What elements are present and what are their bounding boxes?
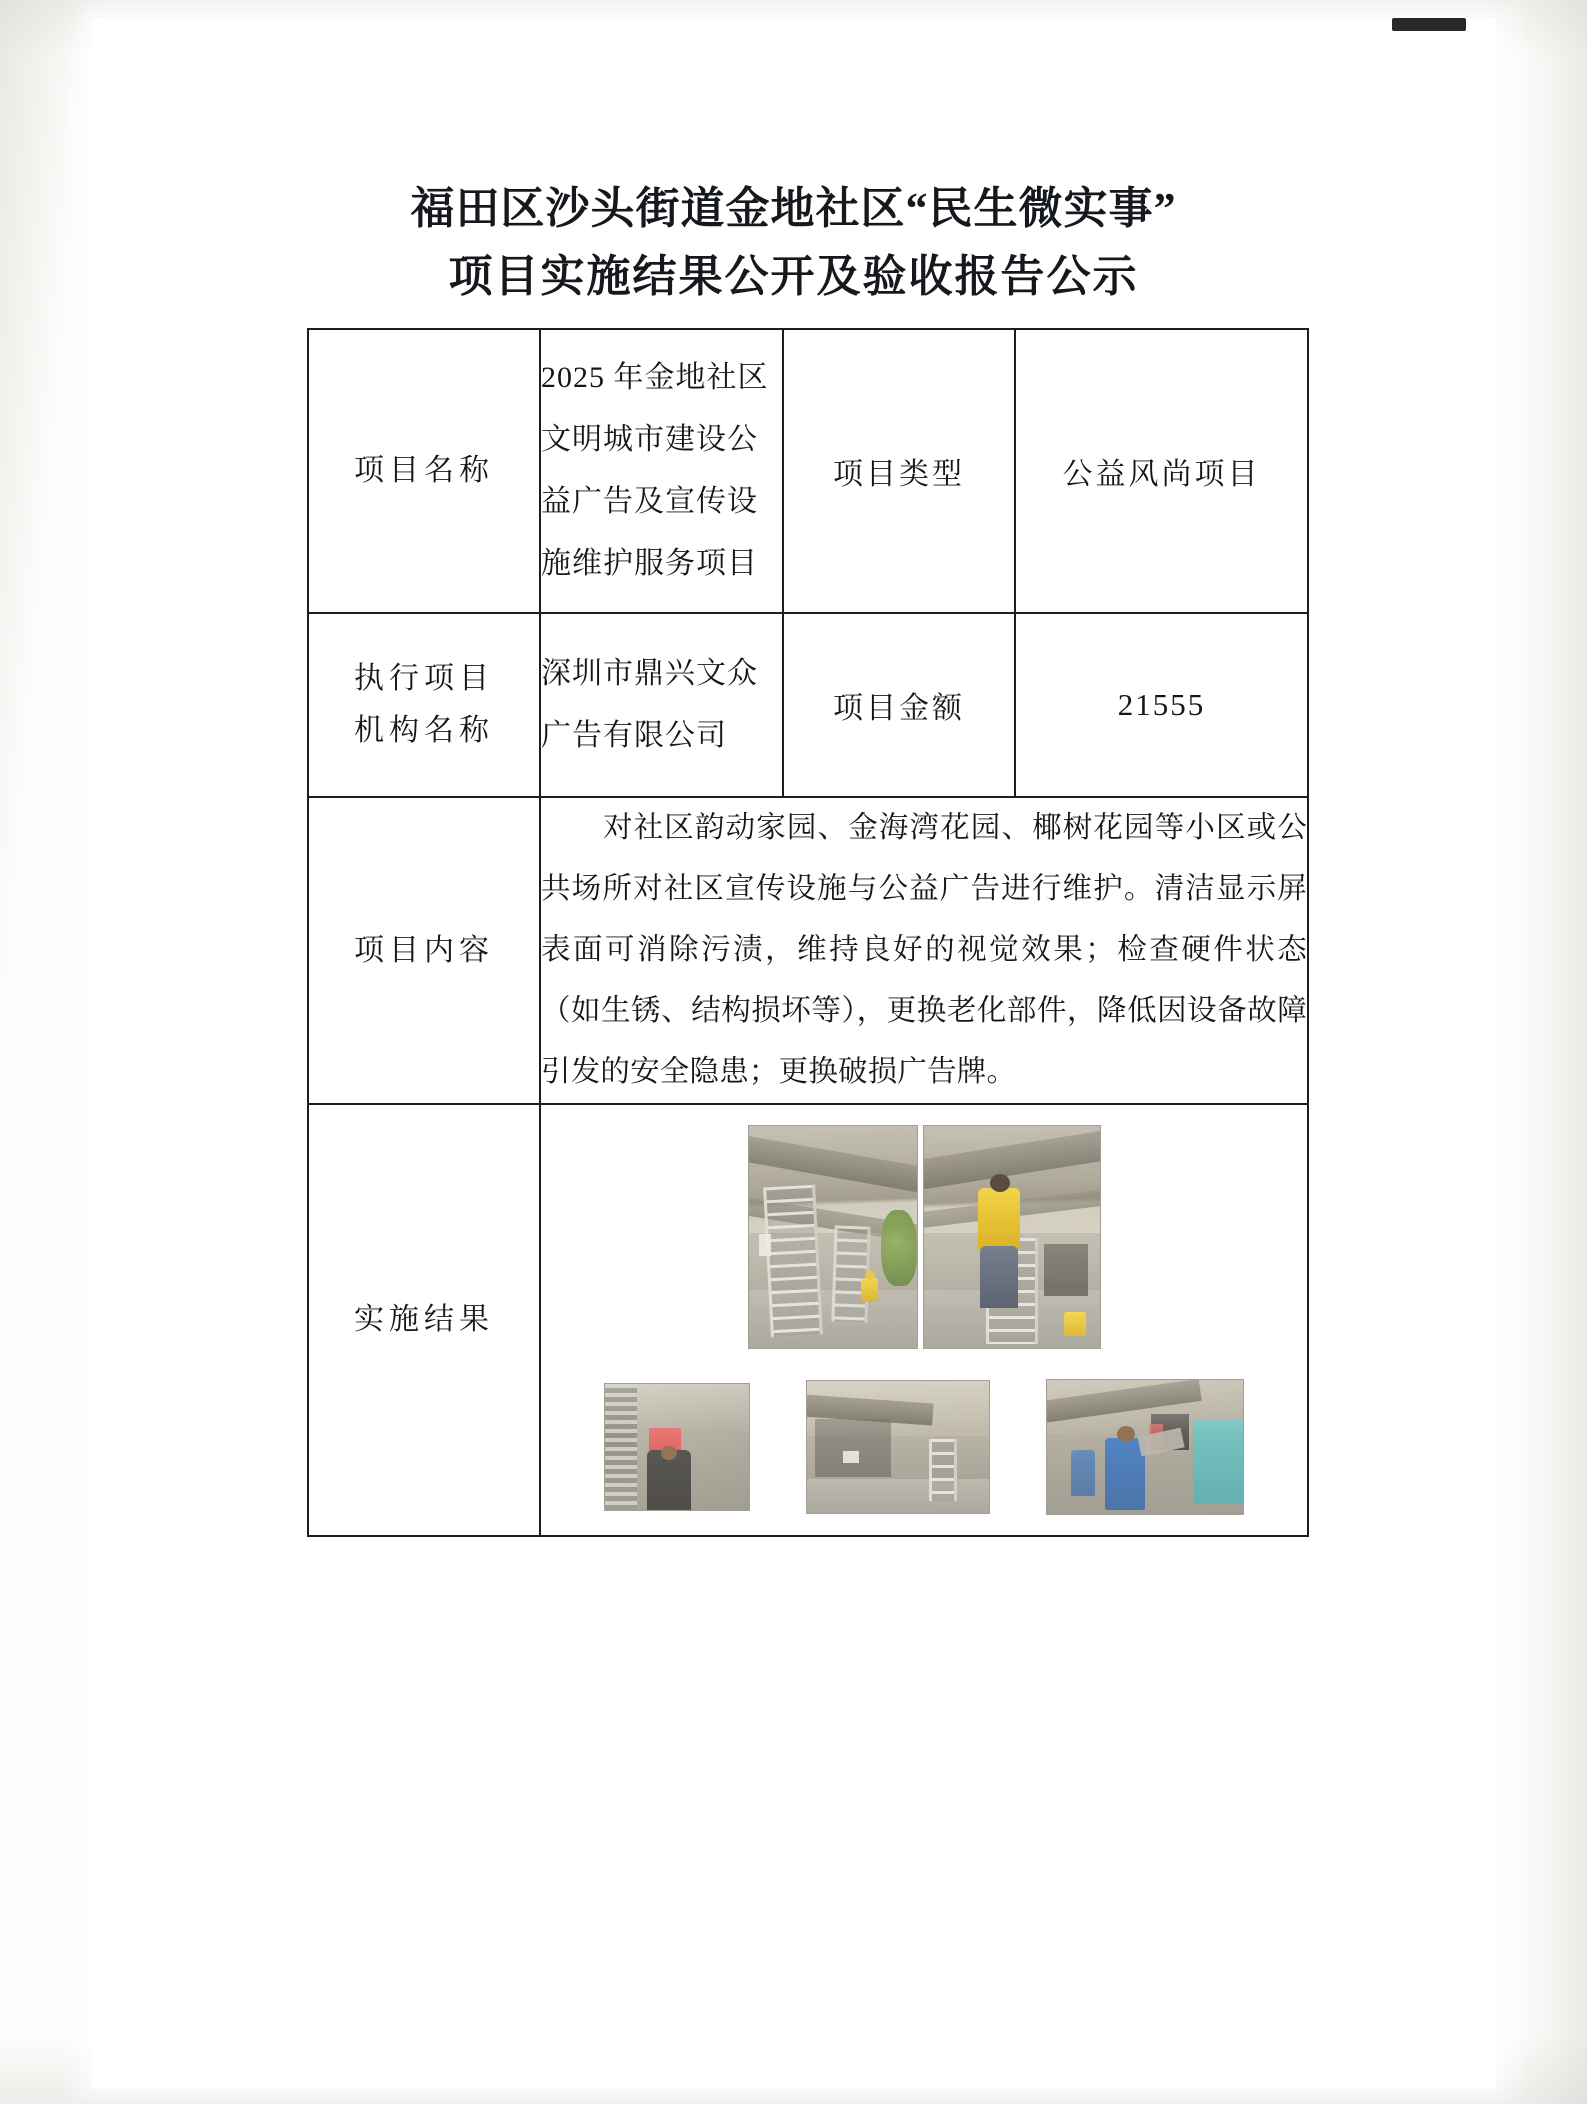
row-label-organization-line-1: 执行项目 (354, 662, 494, 695)
photo-row-bottom (541, 1379, 1307, 1515)
row-value-project-name: 2025 年金地社区文明城市建设公益广告及宣传设施维护服务项目 (540, 329, 783, 613)
photo-image (748, 1125, 918, 1349)
row-label-implementation-result: 实施结果 (308, 1104, 540, 1536)
page-title-line-2: 项目实施结果公开及验收报告公示 (448, 252, 1139, 301)
photo-image (1046, 1379, 1244, 1515)
implementation-photo-grid (540, 1104, 1308, 1536)
row-value-organization: 深圳市鼎兴文众广告有限公司 (540, 613, 783, 797)
page-title-line-1: 福田区沙头街道金地社区“民生微实事” (410, 184, 1177, 233)
scanner-mark (1392, 18, 1466, 31)
row-label-organization (308, 613, 540, 797)
photo-image (923, 1125, 1101, 1349)
row-label-project-name: 项目名称 (308, 329, 540, 613)
table-row (308, 613, 1308, 797)
row-value-project-type: 公益风尚项目 (1015, 329, 1308, 613)
table-row (308, 797, 1308, 1104)
report-table (307, 328, 1309, 1537)
page-title (0, 175, 1587, 311)
row-value-project-content: 对社区韵动家园、金海湾花园、椰树花园等小区或公共场所对社区宣传设施与公益广告进行维护。清洁显示屏表面可消除污渍，维持良好的视觉效果；检查硬件状态（如生锈、结构损坏等），更换老化部件，降低因设备故障引发的安全隐患；更换破损广告牌。 (540, 797, 1308, 1104)
table-row (308, 329, 1308, 613)
row-label-project-type: 项目类型 (783, 329, 1015, 613)
table-row (308, 1104, 1308, 1536)
photo-row-top (541, 1125, 1307, 1349)
row-label-organization-line-2: 机构名称 (354, 714, 494, 747)
row-label-amount: 项目金额 (783, 613, 1015, 797)
row-value-amount: 21555 (1015, 613, 1308, 797)
row-label-project-content: 项目内容 (308, 797, 540, 1104)
photo-image (604, 1383, 750, 1511)
photo-image (806, 1380, 990, 1514)
